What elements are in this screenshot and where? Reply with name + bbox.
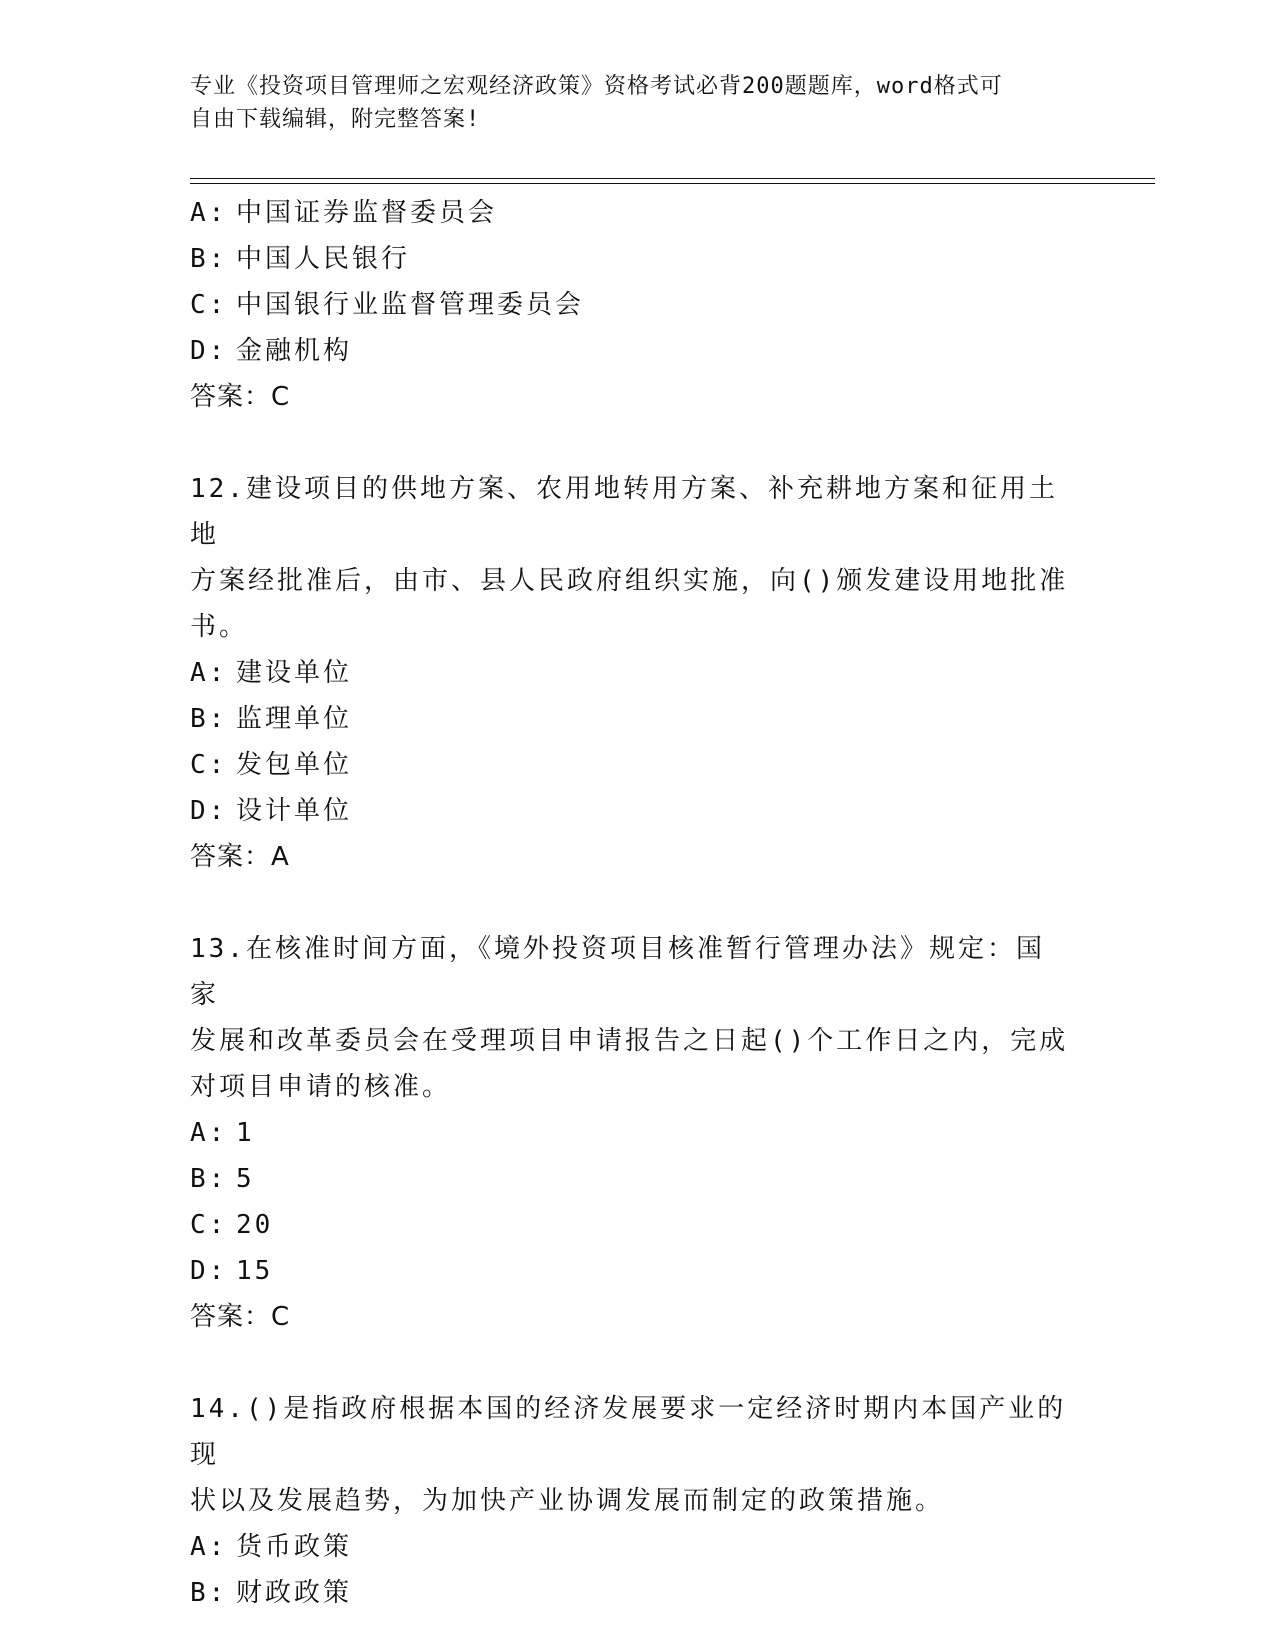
option-text: 中国银行业监督管理委员会 — [236, 290, 585, 320]
header-line-1: 专业《投资项目管理师之宏观经济政策》资格考试必背200题题库，word格式可 — [190, 74, 1003, 99]
option-key: A: — [190, 198, 228, 228]
option-key: D: — [190, 1256, 228, 1286]
option-c — [190, 282, 1090, 328]
question-stem-line: 14.()是指政府根据本国的经济发展要求一定经济时期内本国产业的现 — [190, 1394, 1067, 1470]
option-text: 建设单位 — [236, 658, 353, 688]
option-text: 5 — [236, 1164, 255, 1194]
option-key: B: — [190, 1578, 228, 1608]
option-key: B: — [190, 1164, 228, 1194]
question-stem-line: 状以及发展趋势，为加快产业协调发展而制定的政策措施。 — [190, 1486, 945, 1516]
question-list — [190, 190, 1090, 1616]
option-key: A: — [190, 658, 228, 688]
option-text: 1 — [236, 1118, 255, 1148]
option-text: 设计单位 — [236, 796, 353, 826]
answer-line: 答案：C — [190, 1302, 291, 1332]
option-text: 中国人民银行 — [236, 244, 411, 274]
question-stem-line: 对项目申请的核准。 — [190, 1072, 452, 1102]
option-key: A: — [190, 1118, 228, 1148]
header-line-2: 自由下载编辑，附完整答案! — [190, 107, 481, 132]
option-text: 监理单位 — [236, 704, 353, 734]
header-divider-bottom — [190, 183, 1155, 184]
header-divider-top — [190, 178, 1155, 179]
option-a — [190, 190, 1090, 236]
option-a — [190, 1110, 1090, 1156]
question-11 — [190, 190, 1090, 420]
option-b — [190, 696, 1090, 742]
option-text: 发包单位 — [236, 750, 353, 780]
option-text: 金融机构 — [236, 336, 353, 366]
option-text: 中国证券监督委员会 — [236, 198, 498, 228]
question-stem — [190, 1386, 1070, 1524]
answer-line: 答案：C — [190, 382, 291, 412]
option-text: 20 — [236, 1210, 274, 1240]
question-stem-line: 发展和改革委员会在受理项目申请报告之日起()个工作日之内，完成 — [190, 1026, 1069, 1056]
option-key: C: — [190, 290, 228, 320]
option-a — [190, 650, 1090, 696]
option-key: B: — [190, 244, 228, 274]
option-c — [190, 742, 1090, 788]
question-stem-line: 书。 — [190, 612, 249, 642]
option-a — [190, 1524, 1090, 1570]
option-key: D: — [190, 796, 228, 826]
question-13 — [190, 926, 1090, 1340]
option-key: D: — [190, 336, 228, 366]
question-stem-line: 13.在核准时间方面，《境外投资项目核准暂行管理办法》规定：国家 — [190, 934, 1045, 1010]
option-b — [190, 1570, 1090, 1616]
option-d — [190, 1248, 1090, 1294]
option-d — [190, 328, 1090, 374]
question-14 — [190, 1386, 1090, 1616]
option-key: C: — [190, 1210, 228, 1240]
option-b — [190, 1156, 1090, 1202]
option-text: 财政政策 — [236, 1578, 353, 1608]
option-text: 货币政策 — [236, 1532, 353, 1562]
option-c — [190, 1202, 1090, 1248]
option-text: 15 — [236, 1256, 274, 1286]
question-stem-line: 方案经批准后，由市、县人民政府组织实施，向()颁发建设用地批准 — [190, 566, 1069, 596]
option-key: A: — [190, 1532, 228, 1562]
option-key: C: — [190, 750, 228, 780]
question-stem-line: 12.建设项目的供地方案、农用地转用方案、补充耕地方案和征用土地 — [190, 474, 1058, 550]
document-header — [190, 70, 1090, 136]
question-stem — [190, 926, 1070, 1110]
option-b — [190, 236, 1090, 282]
option-d — [190, 788, 1090, 834]
question-stem — [190, 466, 1070, 650]
question-12 — [190, 466, 1090, 880]
option-key: B: — [190, 704, 228, 734]
answer-line: 答案：A — [190, 842, 290, 872]
